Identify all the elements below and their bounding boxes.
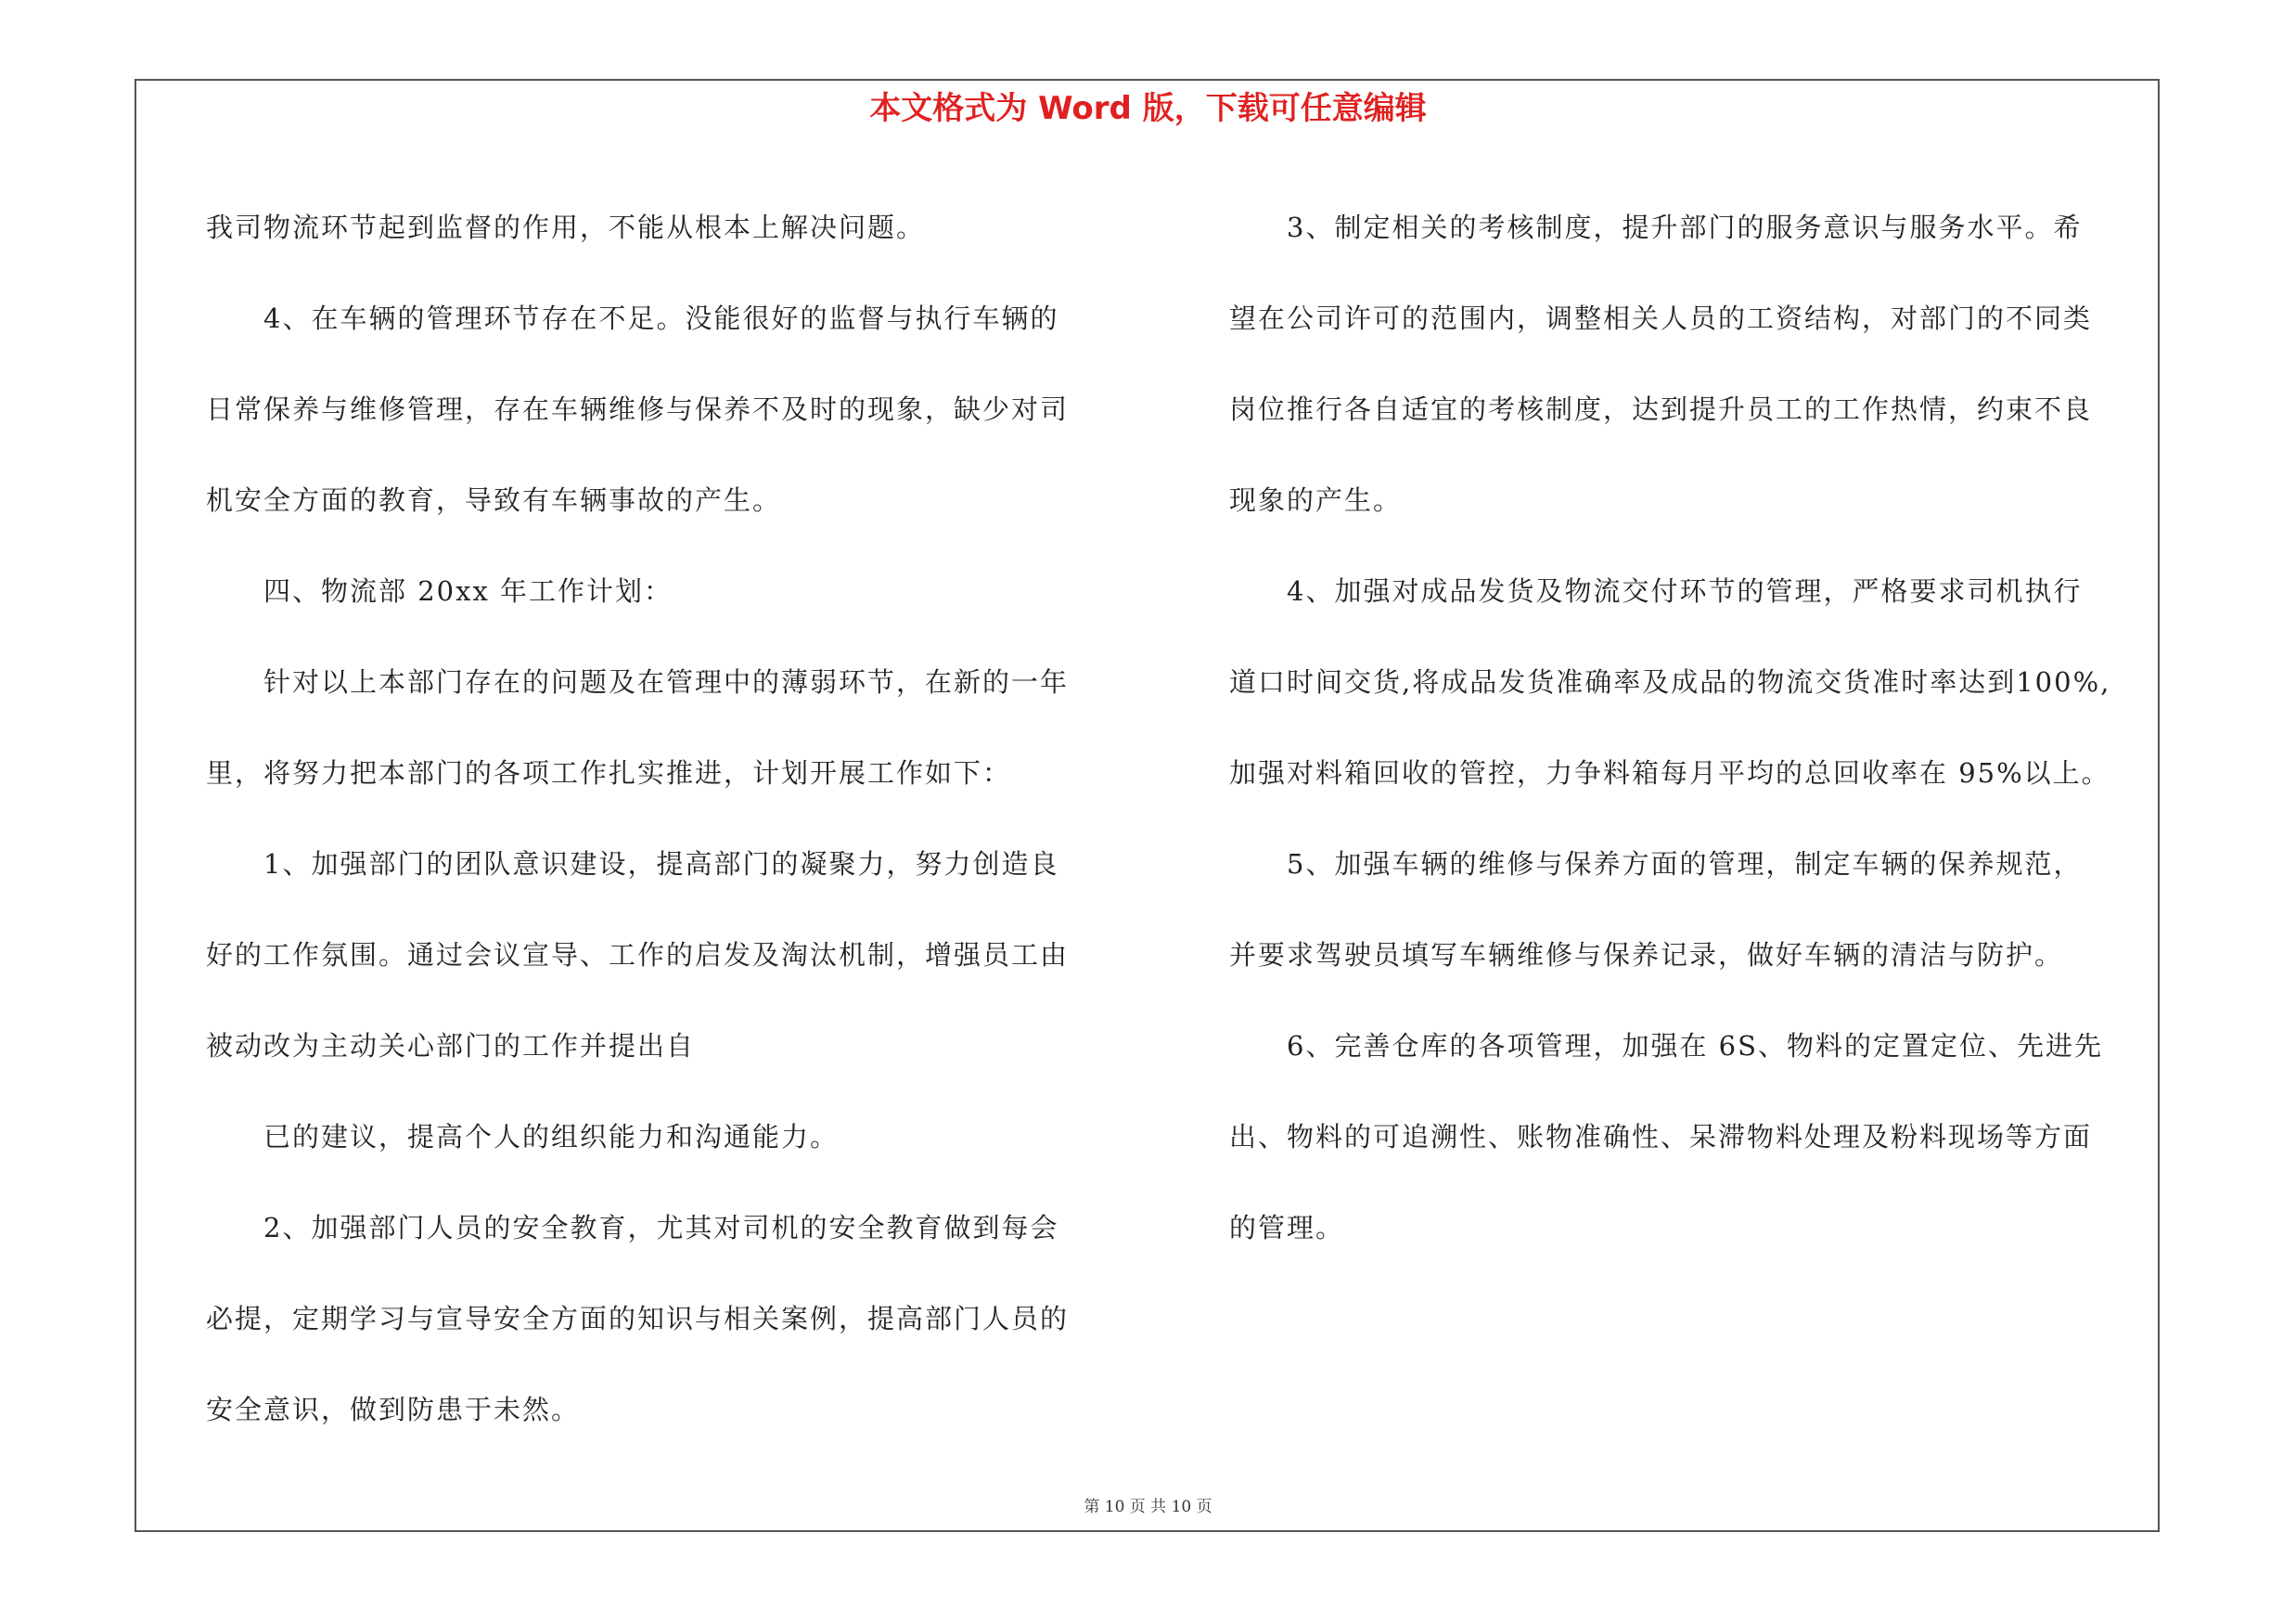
text-line: 6、完善仓库的各项管理，加强在 6S、物料的定置定位、先进先 (1229, 1030, 2103, 1062)
text-line: 望在公司许可的范围内，调整相关人员的工资结构，对部门的不同类 (1229, 303, 2093, 334)
text-line: 被动改为主动关心部门的工作并提出自 (206, 1030, 696, 1062)
format-banner: 本文格式为 Word 版，下载可任意编辑 (869, 90, 1427, 127)
text-line: 已的建议，提高个人的组织能力和沟通能力。 (206, 1121, 840, 1153)
right-column (1229, 182, 2157, 1273)
text-line: 的管理。 (1229, 1212, 1345, 1243)
text-line: 安全意识，做到防患于未然。 (206, 1394, 581, 1425)
page-number: 第 10 页 共 10 页 (1084, 1498, 1212, 1516)
text-line: 我司物流环节起到监督的作用，不能从根本上解决问题。 (206, 212, 926, 243)
text-line: 出、物料的可追溯性、账物准确性、呆滞物料处理及粉料现场等方面 (1229, 1121, 2093, 1153)
text-line: 并要求驾驶员填写车辆维修与保养记录，做好车辆的清洁与防护。 (1229, 939, 2064, 971)
text-line: 针对以上本部门存在的问题及在管理中的薄弱环节，在新的一年 (206, 666, 1070, 698)
text-line: 4、在车辆的管理环节存在不足。没能很好的监督与执行车辆的 (206, 303, 1059, 334)
left-column (206, 182, 1138, 1455)
text-line: 道口时间交货,将成品发货准确率及成品的物流交货准时率达到100%, (1229, 666, 2111, 698)
text-line: 4、加强对成品发货及物流交付环节的管理，严格要求司机执行 (1229, 575, 2083, 607)
text-line: 里，将努力把本部门的各项工作扎实推进，计划开展工作如下： (206, 757, 1012, 789)
text-line: 现象的产生。 (1229, 484, 1403, 516)
text-line: 岗位推行各自适宜的考核制度，达到提升员工的工作热情，约束不良 (1229, 393, 2093, 425)
text-line: 机安全方面的教育，导致有车辆事故的产生。 (206, 484, 782, 516)
section-heading: 四、物流部 20xx 年工作计划： (206, 575, 673, 607)
text-line: 加强对料箱回收的管控，力争料箱每月平均的总回收率在 95%以上。 (1229, 757, 2110, 789)
text-line: 必提，定期学习与宣导安全方面的知识与相关案例，提高部门人员的 (206, 1303, 1070, 1334)
text-line: 日常保养与维修管理，存在车辆维修与保养不及时的现象，缺少对司 (206, 393, 1070, 425)
text-line: 5、加强车辆的维修与保养方面的管理，制定车辆的保养规范， (1229, 848, 2083, 880)
text-line: 好的工作氛围。通过会议宣导、工作的启发及淘汰机制，增强员工由 (206, 939, 1070, 971)
text-line: 3、制定相关的考核制度，提升部门的服务意识与服务水平。希 (1229, 212, 2083, 243)
text-line: 2、加强部门人员的安全教育，尤其对司机的安全教育做到每会 (206, 1212, 1059, 1243)
text-line: 1、加强部门的团队意识建设，提高部门的凝聚力，努力创造良 (206, 848, 1059, 880)
